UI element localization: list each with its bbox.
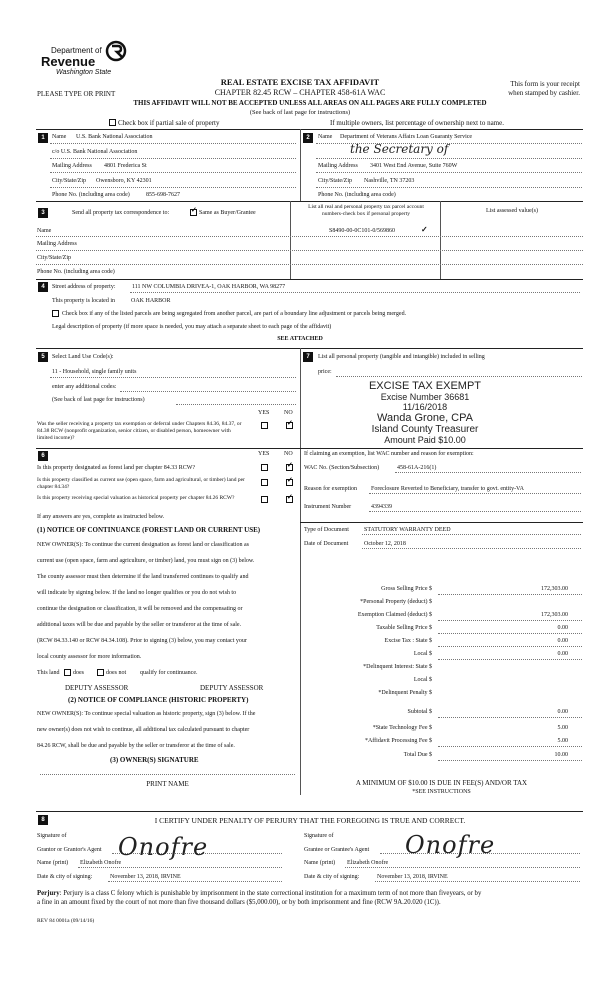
section-7-badge: 7 (303, 352, 313, 362)
warning-text: THIS AFFIDAVIT WILL NOT BE ACCEPTED UNLESS ALL AREAS ON ALL PAGES ARE FULLY COMPLETED (133, 99, 487, 107)
perjury-notice (37, 890, 481, 897)
located-label: This property is located in (52, 298, 115, 304)
grantee-date[interactable]: November 13, 2018, IRVINE (377, 874, 448, 880)
s6-if-yes: If any answers are yes, complete as instructed below. (37, 514, 165, 520)
grantee-name-label: Name (print) (304, 860, 336, 866)
s6-yes: YES (258, 451, 270, 457)
section-5-badge: 5 (38, 352, 48, 362)
cont-line-4: will indicate by signing below. If the land no longer qualifies or you do not wish to (37, 590, 237, 596)
instrument-label: Instrument Number (304, 504, 352, 510)
s5-q1-no[interactable] (286, 422, 293, 429)
fee-label-1: *Personal Property (deduct) $ (360, 599, 432, 605)
please-type: PLEASE TYPE OR PRINT (37, 90, 116, 98)
s2-phone-label: Phone No. (including area code) (318, 192, 396, 198)
s2-addr-label: Mailing Address (318, 163, 358, 169)
section-2-badge: 2 (303, 133, 313, 143)
s2-handwritten-note: the Secretary of (350, 142, 449, 156)
s5-see-back: (See back of last page for instructions) (52, 397, 145, 403)
historic-title: (2) NOTICE OF COMPLIANCE (HISTORIC PROPERTY) (68, 696, 249, 704)
fee-label-12: Total Due $ (403, 752, 432, 758)
s1-phone[interactable]: 855-698-7627 (146, 192, 180, 198)
grantor-agent-label: Grantor or Grantor's Agent (37, 847, 102, 853)
fee-label-6: *Delinquent Interest: State $ (363, 664, 432, 670)
grantee-date-label: Date & city of signing: (304, 874, 360, 880)
s5-q1-yes[interactable] (261, 422, 268, 429)
street-value[interactable]: 111 NW COLUMBIA DRIVEA-1, OAK HARBOR, WA 98277 (132, 284, 286, 290)
grantor-signature: Onofre (118, 833, 209, 861)
see-back-instructions: (See back of last page for instructions) (249, 109, 351, 116)
reason-value[interactable]: Foreclosure Reverted to Beneficiary, transfer to govt. entity-VA (371, 486, 524, 492)
price-label: price: (318, 369, 332, 375)
cont-line-7: (RCW 84.33.140 or RCW 84.34.108). Prior to signing (3) below, you may contact your (37, 638, 247, 644)
doc-type-label: Type of Document (304, 527, 349, 533)
s1-csz[interactable]: Owensboro, KY 42301 (96, 178, 152, 184)
hist-line-2: new owner(s) does not wish to continue, all additional tax calculated pursuant to chapter (37, 727, 250, 733)
dept-line2: Revenue (41, 54, 96, 69)
segregated-label: Check box if any of the listed parcels are being segregated from another parcel, are part of a boundary line adjustment or parcels being merged. (62, 311, 407, 317)
s1-co[interactable]: c/o U.S. Bank National Association (52, 149, 138, 155)
additional-codes-label: enter any additional codes: (52, 384, 117, 390)
s6-q3-yes[interactable] (261, 496, 268, 503)
s6-q1: Is this property designated as forest land per chapter 84.33 RCW? (37, 465, 196, 471)
cont-line-8: local county assessor for more information. (37, 654, 142, 660)
doc-type-value[interactable]: STATUTORY WARRANTY DEED (364, 527, 451, 533)
stamp-line-5: Island County Treasurer (371, 424, 479, 435)
excise-exempt-stamp (330, 380, 520, 445)
fee-value-5[interactable]: 0.00 (557, 651, 568, 657)
perjury-bold: Perjury (37, 890, 60, 897)
qualify-label: qualify for continuance. (140, 670, 198, 676)
fee-value-11[interactable]: 5.00 (557, 738, 568, 744)
cont-line-5: continue the designation or classification, it will be removed and the compensating or (37, 606, 243, 612)
fee-value-10[interactable]: 5.00 (557, 725, 568, 731)
continuance-title: (1) NOTICE OF CONTINUANCE (FOREST LAND OR CURRENT USE) (37, 526, 261, 534)
doc-date-label: Date of Document (304, 541, 349, 547)
s1-addr[interactable]: 4801 Frederica St (104, 163, 147, 169)
form-subtitle: CHAPTER 82.45 RCW – CHAPTER 458-61A WAC (214, 88, 386, 97)
section-4-badge: 4 (38, 282, 48, 292)
form-title: REAL ESTATE EXCISE TAX AFFIDAVIT (220, 77, 380, 87)
instrument-value[interactable]: 4394339 (371, 504, 392, 510)
s6-q2-no[interactable] (286, 479, 293, 486)
s3-csz-label: City/State/Zip (37, 255, 71, 261)
does-label: does (73, 670, 84, 676)
fee-label-10: *State Technology Fee $ (372, 725, 432, 731)
doc-date-value[interactable]: October 12, 2018 (364, 541, 406, 547)
grantee-agent-label: Grantee or Grantee's Agent (304, 847, 370, 853)
assessed-header: List assessed value(s) (486, 208, 538, 214)
s6-q2: Is this property classified as current use (open space, farm and agricultural, or timber) land per chapter 84.34? (37, 477, 245, 490)
deputy-assessor-2: DEPUTY ASSESSOR (200, 684, 264, 692)
fee-label-8: *Delinquent Penalty $ (378, 690, 432, 696)
parcel-header-2: numbers-check box if personal property (322, 211, 410, 217)
s6-q1-yes[interactable] (261, 464, 268, 471)
receipt-note-1: This form is your receipt (510, 80, 580, 88)
same-as-buyer-label: Same as Buyer/Grantee (199, 210, 256, 216)
stamp-line-2: Excise Number 36681 (380, 392, 470, 402)
parcel-header-1: List all real and personal property tax parcel account (308, 204, 424, 210)
partial-sale-checkbox[interactable] (109, 119, 116, 126)
parcel-check-icon: ✓ (421, 225, 428, 234)
located-value[interactable]: OAK HARBOR (131, 298, 171, 304)
s3-phone-label: Phone No. (including area code) (37, 269, 115, 275)
stamp-line-4: Wanda Grone, CPA (377, 412, 473, 424)
grantor-name[interactable]: Elizabeth Onofre (80, 860, 122, 866)
does-not-checkbox[interactable] (97, 669, 104, 676)
personal-property-label: List all personal property (tangible and intangible) included in selling (318, 354, 485, 360)
owner-signature-label: (3) OWNER(S) SIGNATURE (110, 756, 199, 764)
fee-label-5: Local $ (413, 651, 432, 657)
cont-line-2: current use (open space, farm and agriculture, or timber) land, you must sign on (3) below. (37, 558, 255, 564)
land-use-label: Select Land Use Code(s): (52, 354, 114, 360)
deputy-assessor-1: DEPUTY ASSESSOR (65, 684, 129, 692)
cont-line-3: The county assessor must then determine if the land transferred continues to qualify and (37, 574, 249, 580)
grantee-signature: Onofre (405, 831, 496, 859)
s2-csz-label: City/State/Zip (318, 178, 352, 184)
fee-label-4: Excise Tax : State $ (384, 638, 432, 644)
s3-send-label: Send all property tax correspondence to: (72, 210, 170, 216)
multiple-owners-note: If multiple owners, list percentage of ownership next to name. (330, 119, 504, 127)
parcel-number[interactable]: S8490-00-0C101-0/569860 (329, 228, 395, 234)
s1-name-label: Name (52, 134, 67, 140)
form-number: REV 84 0001a (09/14/16) (37, 918, 95, 924)
see-attached: SEE ATTACHED (277, 336, 323, 342)
s2-name[interactable]: Department of Veterans Affairs Loan Guaranty Service (340, 134, 473, 140)
section-1-badge: 1 (38, 133, 48, 143)
fee-value-2[interactable]: 172,303.00 (541, 612, 568, 618)
grantor-date-label: Date & city of signing: (37, 874, 93, 880)
land-use-code[interactable]: 11 - Household, single family units (52, 369, 137, 375)
s6-q2-yes[interactable] (261, 479, 268, 486)
hist-line-1: NEW OWNER(S): To continue special valuation as historic property, sign (3) below. If the (37, 711, 256, 717)
segregated-checkbox[interactable] (52, 310, 59, 317)
fee-value-4[interactable]: 0.00 (557, 638, 568, 644)
does-checkbox[interactable] (64, 669, 71, 676)
this-land-label: This land (37, 670, 60, 676)
section-6-badge: 6 (38, 451, 48, 461)
dept-line3: Washington State (56, 69, 112, 76)
receipt-note-2: when stamped by cashier. (508, 89, 580, 97)
cont-line-6: additional taxes will be due and payable by the seller or transferor at the time of sale. (37, 622, 242, 628)
cont-line-1: NEW OWNER(S): To continue the current designation as forest land or classification as (37, 542, 249, 548)
fee-value-3[interactable]: 0.00 (557, 625, 568, 631)
stamp-line-6: Amount Paid $10.00 (384, 435, 466, 445)
fee-label-2: Exemption Claimed (deduct) $ (357, 612, 432, 618)
fee-label-3: Taxable Selling Price $ (376, 625, 432, 631)
street-label: Street address of property: (52, 284, 116, 290)
fee-label-7: Local $ (413, 677, 432, 683)
grantee-name[interactable]: Elizabeth Onofre (347, 860, 389, 866)
see-instructions: *SEE INSTRUCTIONS (412, 789, 471, 795)
hist-line-3: 84.26 RCW, shall be due and payable by the seller or transferor at the time of sale. (37, 743, 235, 749)
fee-label-11: *Affidavit Processing Fee $ (364, 738, 432, 744)
s5-no: NO (284, 410, 293, 416)
grantor-name-label: Name (print) (37, 860, 69, 866)
s1-csz-label: City/State/Zip (52, 178, 86, 184)
s2-addr[interactable]: 3401 West End Avenue, Suite 760W (370, 163, 458, 169)
exemption-label: If claiming an exemption, list WAC number and reason for exemption: (304, 451, 474, 457)
legal-label: Legal description of property (if more space is needed, you may attach a separate sheet to each page of the affidavit) (52, 324, 332, 330)
s5-yes: YES (258, 410, 270, 416)
s6-no: NO (284, 451, 293, 457)
wac-label: WAC No. (Section/Subsection) (304, 465, 380, 471)
grantor-date[interactable]: November 13, 2018, IRVINE (110, 874, 181, 880)
does-not-label: does not (106, 670, 127, 676)
fee-value-9[interactable]: 0.00 (557, 709, 568, 715)
wa-logo-icon (105, 40, 127, 62)
section-3-badge: 3 (38, 208, 48, 218)
stamp-line-3: 11/16/2018 (402, 402, 448, 412)
s3-addr-label: Mailing Address (37, 241, 77, 247)
fee-label-9: Subtotal $ (407, 709, 432, 715)
s6-q3: Is this property receiving special valuation as historical property per chapter 84.26 RCW? (37, 495, 235, 501)
reason-label: Reason for exemption (304, 486, 357, 492)
s1-name[interactable]: U.S. Bank National Association (76, 134, 153, 140)
fee-label-0: Gross Selling Price $ (381, 586, 432, 592)
s1-phone-label: Phone No. (including area code) (52, 192, 130, 198)
partial-sale-label: Check box if partial sale of property (118, 119, 220, 127)
s3-name-label: Name (37, 228, 52, 234)
s2-csz[interactable]: Nashville, TN 37203 (364, 178, 415, 184)
grantor-sig-label: Signature of (37, 833, 67, 839)
stamp-line-1: EXCISE TAX EXEMPT (368, 380, 482, 392)
s2-name-label: Name (318, 134, 333, 140)
dept-line1: Department of (51, 46, 102, 55)
dept-logo (37, 40, 147, 80)
s6-q3-no[interactable] (286, 496, 293, 503)
certify-text: I CERTIFY UNDER PENALTY OF PERJURY THAT THE FOREGOING IS TRUE AND CORRECT. (154, 816, 466, 825)
wac-value[interactable]: 458-61A-216(1) (397, 465, 437, 471)
section-8-badge: 8 (38, 815, 48, 825)
fee-value-12[interactable]: 10.00 (554, 752, 568, 758)
grantee-sig-label: Signature of (304, 833, 334, 839)
s5-q1: Was the seller receiving a property tax exemption or deferral under Chapters 84.36, 84.37, or 84.38 RCW (nonprofit organization, senior citizen, or disabled person, homeowner with limited income)? (37, 421, 242, 441)
s1-addr-label: Mailing Address (52, 163, 92, 169)
s6-q1-no[interactable] (286, 464, 293, 471)
perjury-text: : Perjury is a class C felony which is punishable by imprisonment in the state correctional institution for a maximum term of not more than fiveyears, or by (59, 890, 482, 897)
perjury-text-2: a fine in an amount fixed by the court of not more than five thousand dollars ($5,000.00), or by both imprisonment and fine (RCW 9A.20.020 (1C)). (37, 899, 441, 906)
minimum-due: A MINIMUM OF $10.00 IS DUE IN FEE(S) AND/OR TAX (355, 779, 528, 787)
same-as-buyer-checkbox[interactable] (190, 209, 197, 216)
print-name-label: PRINT NAME (146, 780, 189, 788)
fee-value-0[interactable]: 172,303.00 (541, 586, 568, 592)
